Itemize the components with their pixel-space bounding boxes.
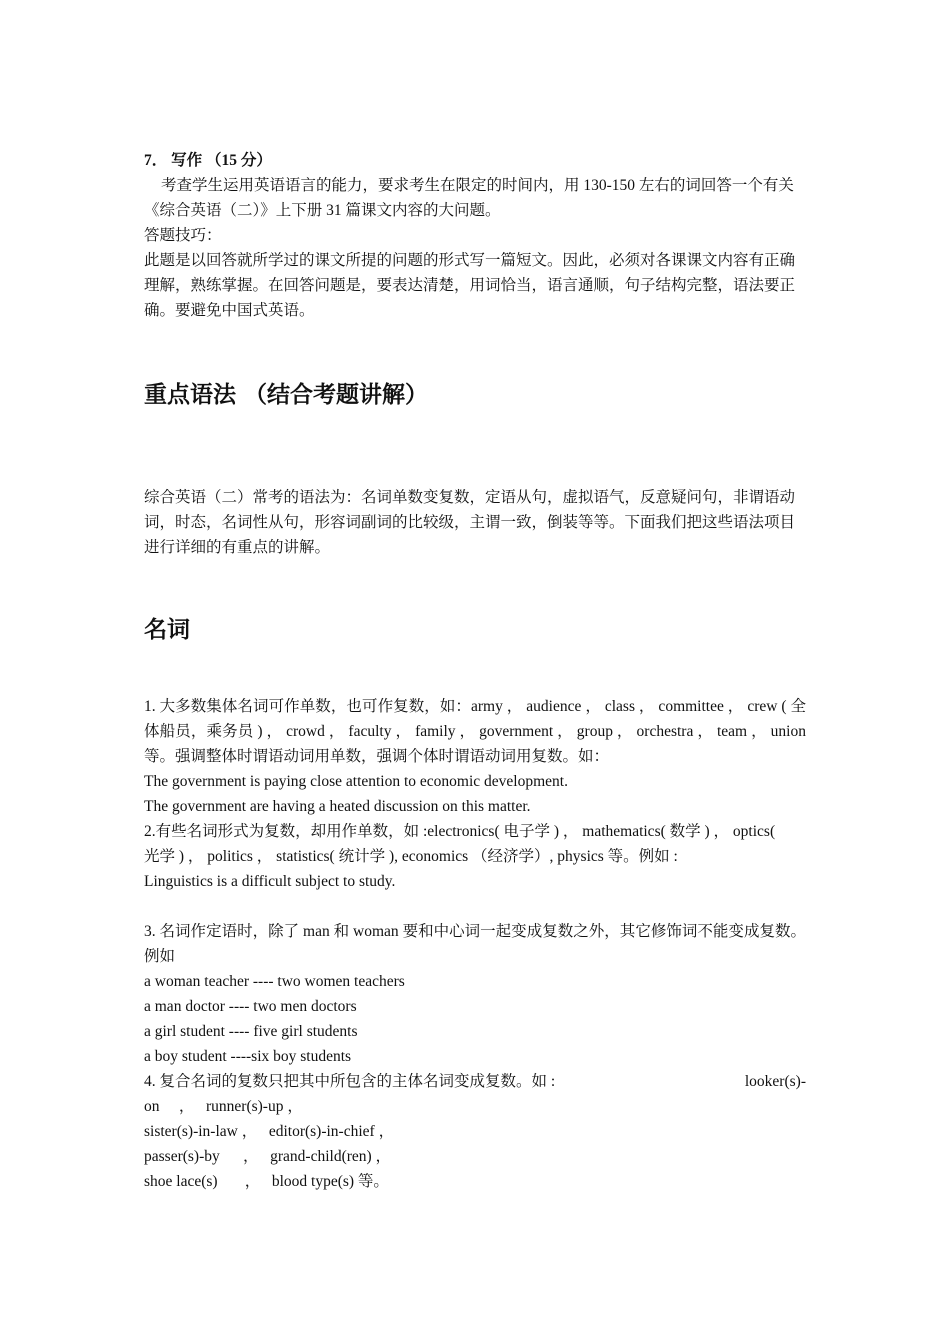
example-line: passer(s)-by ， grand-child(ren) ，	[144, 1148, 392, 1165]
example-line: a girl student ---- five girl students	[144, 1023, 358, 1040]
rule-paragraph: 1. 大多数集体名词可作单数，也可作复数，如：army ， audience ， class ， committee ， crew ( 全体船员，乘务员 ) ， crowd ， faculty ， family ， government ， group ， orchestra ， team ， union 等。强调整体时谓语动词用单数，强调个体时谓语动词用复数。如：	[144, 698, 806, 765]
rule-line: 光学 ) ， politics ， statistics( 统计学 ), economics （经济学）, physics 等。例如 :	[144, 848, 678, 865]
example-line: sister(s)-in-law ， editor(s)-in-chief ，	[144, 1123, 395, 1140]
example-line: a man doctor ---- two men doctors	[144, 998, 357, 1015]
section-heading: 7． 写作 （15 分）	[144, 152, 272, 169]
paragraph: 综合英语（二）常考的语法为：名词单数变复数，定语从句，虚拟语气，反意疑问句，非谓语动词，时态，名词性从句，形容词副词的比较级，主谓一致，倒装等等。下面我们把这些语法项目进行详细的有重点的讲解。	[144, 489, 796, 556]
example-sentence: The government is paying close attention to economic development.	[144, 773, 568, 790]
paragraph: 考查学生运用英语语言的能力，要求考生在限定的时间内，用 130-150 左右的词回答一个有关《综合英语（二）》上下册 31 篇课文内容的大问题。	[144, 177, 794, 219]
tips-label: 答题技巧：	[144, 227, 222, 244]
rule-paragraph: 3. 名词作定语时，除了 man 和 woman 要和中心词一起变成复数之外，其它修饰词不能变成复数。例如	[144, 923, 806, 965]
section-heading: 名词	[144, 617, 190, 643]
rule-line: 2.有些名词形式为复数，却用作单数，如 :electronics( 电子学 ) ， mathematics( 数学 ) ， optics(	[144, 823, 776, 840]
example-sentence: The government are having a heated discussion on this matter.	[144, 798, 531, 815]
paragraph: 此题是以回答就所学过的课文所提的问题的形式写一篇短文。因此，必须对各课课文内容有正确理解，熟练掌握。在回答问题是，要表达清楚，用词恰当，语言通顺，句子结构完整，语法要正确。要避免中国式英语。	[144, 252, 796, 319]
rule-text: 4. 复合名词的复数只把其中所包含的主体名词变成复数。如 :	[144, 1073, 556, 1090]
example-sentence: Linguistics is a difficult subject to study.	[144, 873, 396, 890]
example-line: a woman teacher ---- two women teachers	[144, 973, 405, 990]
rule-text-end: looker(s)-	[744, 1073, 806, 1090]
example-line: a boy student ----six boy students	[144, 1048, 352, 1065]
example-line: shoe lace(s) ， blood type(s) 等。	[144, 1173, 389, 1190]
rule-line	[144, 1069, 806, 1094]
example-line: on ， runner(s)-up ，	[144, 1098, 303, 1115]
section-heading: 重点语法 （结合考题讲解）	[144, 382, 429, 408]
